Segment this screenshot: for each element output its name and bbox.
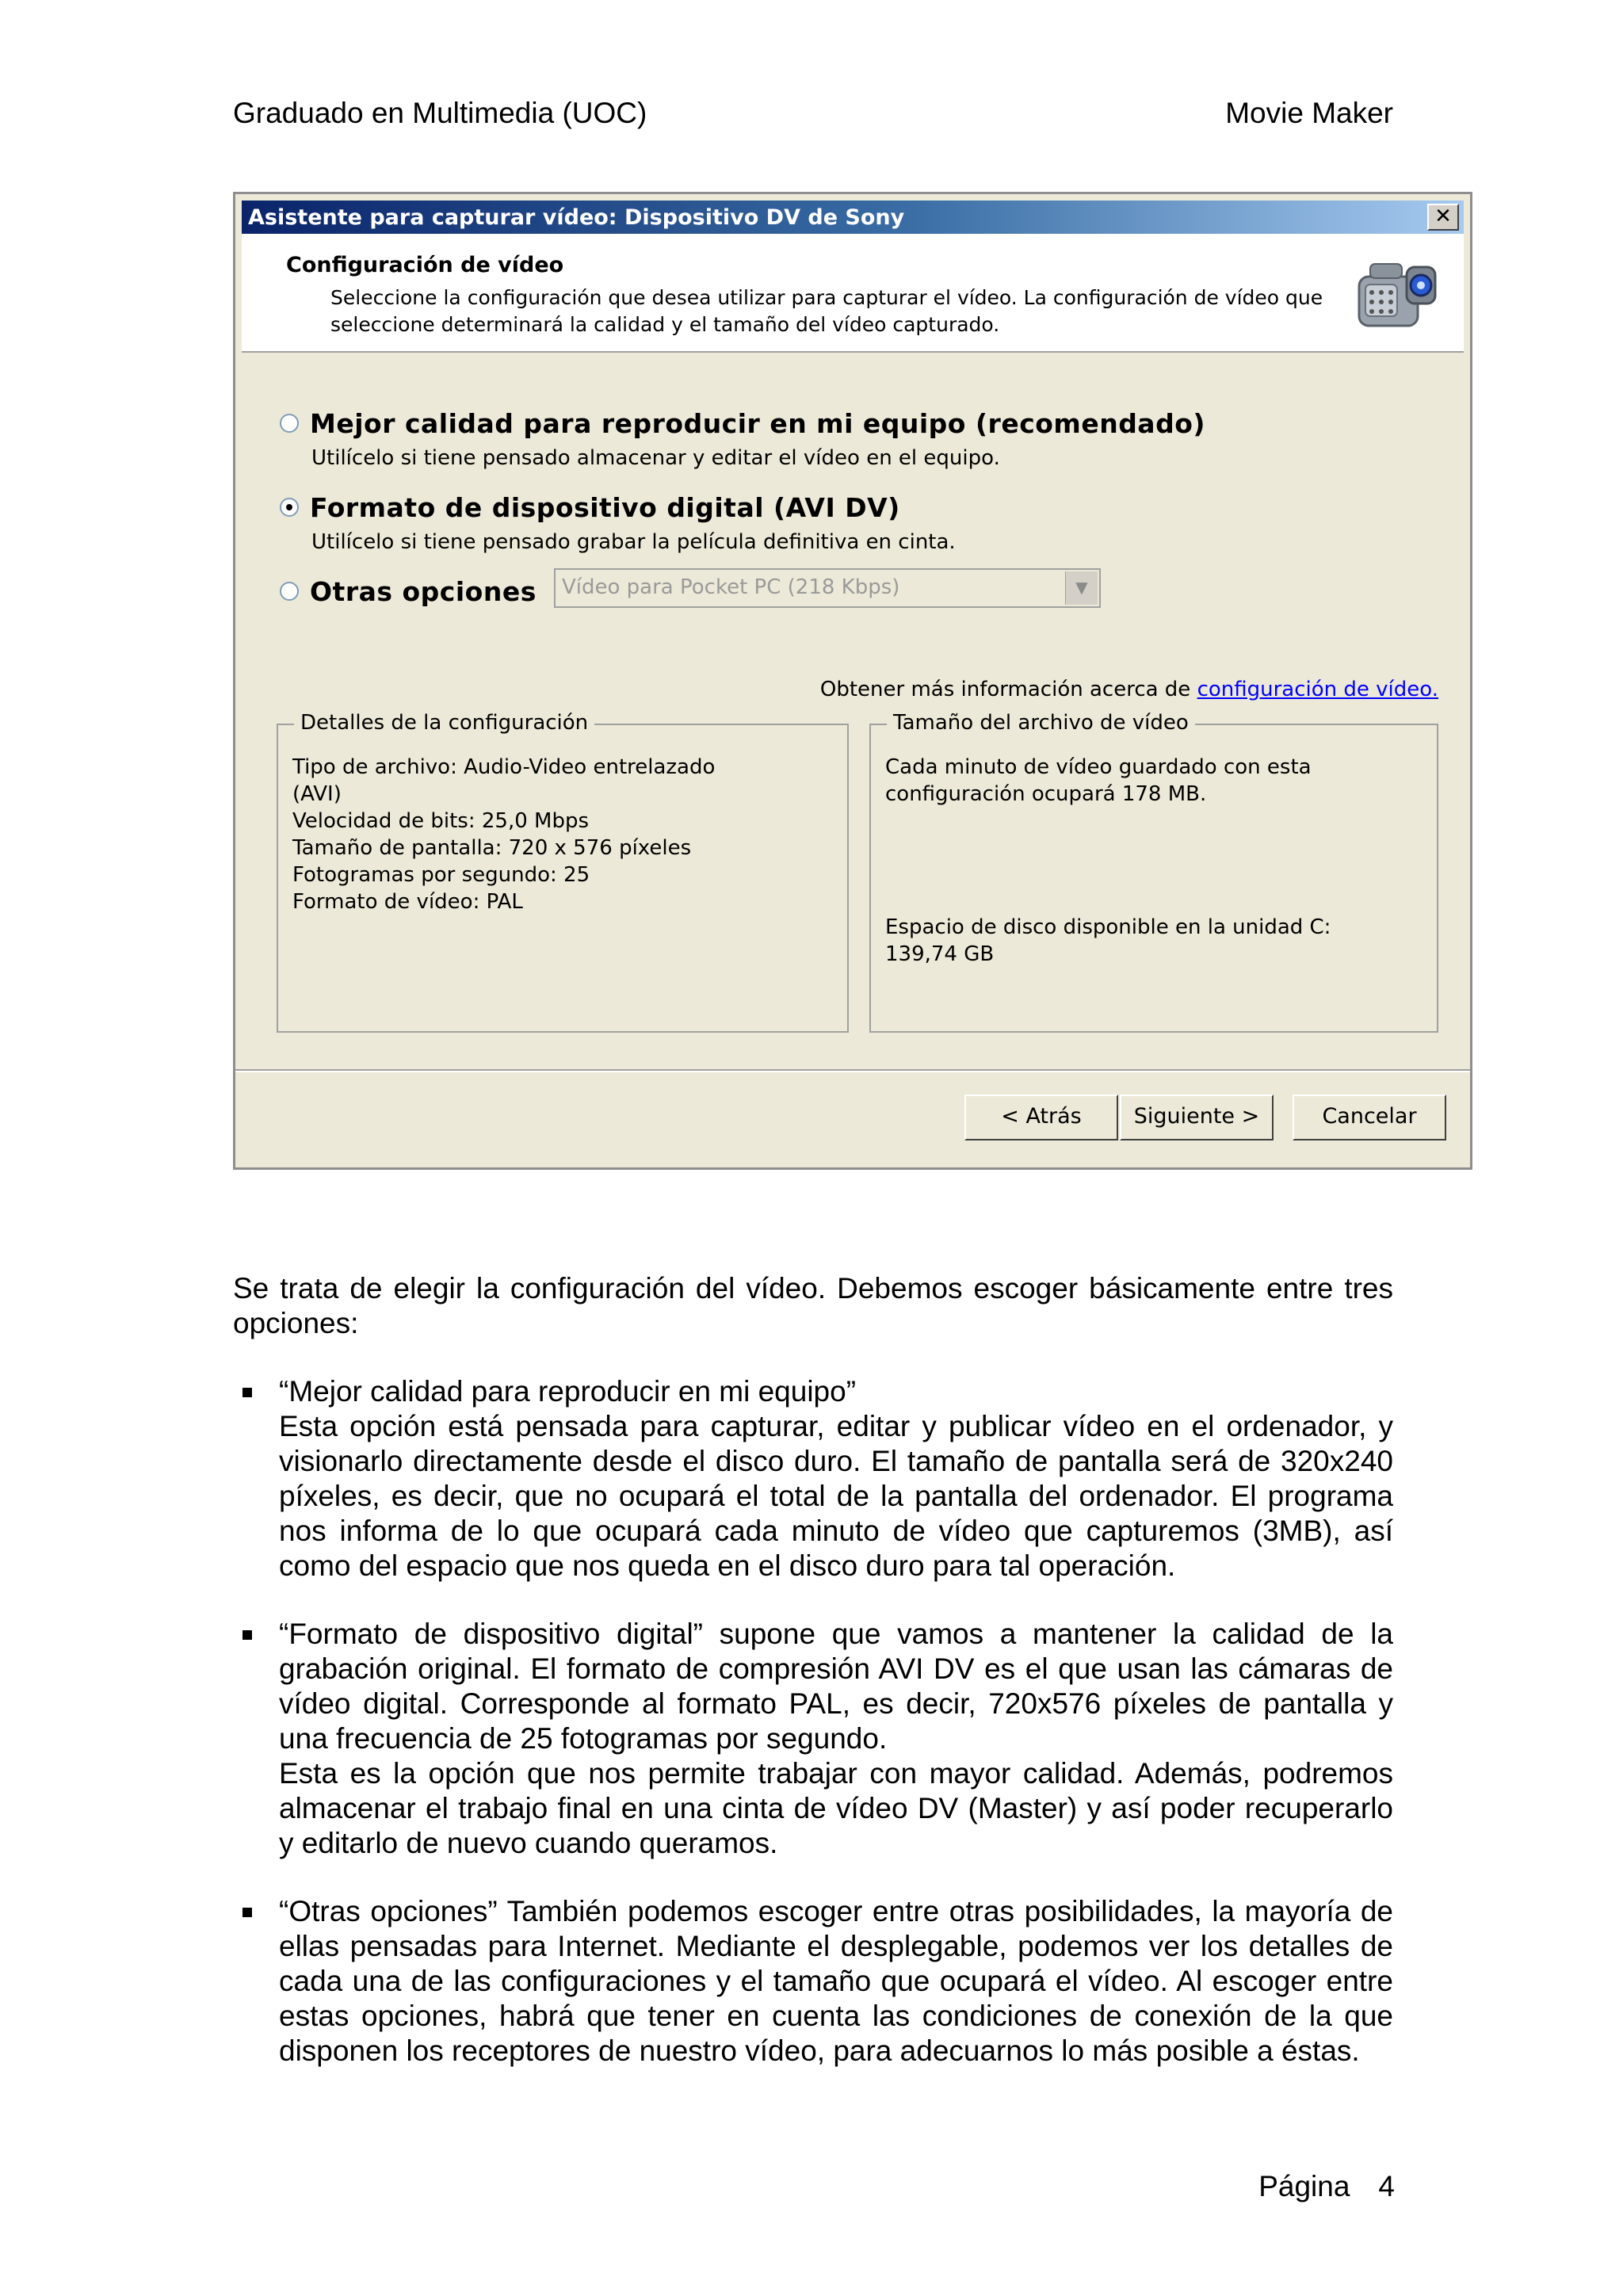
option-other[interactable] <box>280 576 537 607</box>
disk-space-text <box>885 914 1331 968</box>
chevron-down-icon[interactable]: ▼ <box>1065 571 1098 605</box>
detail-line: Fotogramas por segundo: 25 <box>292 863 590 887</box>
bullet-other-options <box>279 1894 1393 2069</box>
bullet-marker <box>242 1908 252 1917</box>
video-settings-link[interactable]: configuración de vídeo. <box>1197 678 1438 701</box>
radio-other[interactable] <box>280 582 299 601</box>
radio-best-quality[interactable] <box>280 414 299 433</box>
option-other-label: Otras opciones <box>310 576 537 607</box>
more-info-line <box>820 678 1438 701</box>
bullet-digital-format <box>279 1617 1393 1861</box>
bullet-body: Esta opción está pensada para capturar, editar y publicar vídeo en el ordenador, y visionarlo directamente desde el disco duro. El tamaño de pantalla será de 320x240 píxeles, es decir, que no ocupará el total de la pantalla del ordenador. El programa nos informa de lo que ocupará cada minuto de vídeo que capturemos (3MB), así como del espacio que nos queda en el disco duro para tal operación. <box>279 1410 1393 1582</box>
page-number: 4 <box>1378 2170 1395 2202</box>
option-digital-device[interactable] <box>280 492 900 523</box>
radio-digital-device[interactable] <box>280 498 299 517</box>
detail-line: Velocidad de bits: 25,0 Mbps <box>292 809 590 833</box>
settings-details-group <box>277 711 849 1033</box>
wizard-banner <box>242 234 1464 353</box>
bullet-marker <box>242 1630 252 1640</box>
button-separator <box>235 1069 1470 1072</box>
option-best-quality-desc: Utilícelo si tiene pensado almacenar y editar el vídeo en el equipo. <box>311 446 1000 470</box>
settings-details-text <box>292 754 715 915</box>
cancel-button[interactable]: Cancelar <box>1293 1095 1446 1140</box>
bullet-heading: “Mejor calidad para reproducir en mi equipo” <box>279 1375 857 1408</box>
detail-line: (AVI) <box>292 782 342 806</box>
dialog-titlebar <box>242 201 1464 234</box>
next-button[interactable]: Siguiente > <box>1120 1095 1274 1140</box>
intro-paragraph: Se trata de elegir la configuración del vídeo. Debemos escoger básicamente entre tres opciones: <box>233 1272 1393 1339</box>
option-digital-device-desc: Utilícelo si tiene pensado grabar la película definitiva en cinta. <box>311 530 956 554</box>
settings-details-legend: Detalles de la configuración <box>294 711 594 735</box>
page-label: Página <box>1258 2170 1350 2202</box>
more-info-prefix: Obtener más información acerca de <box>819 678 1197 701</box>
file-size-group <box>869 711 1438 1033</box>
bullet-body: “Formato de dispositivo digital” supone que vamos a mantener la calidad de la grabación original. El formato de compresión AVI DV es el que usan las cámaras de vídeo digital. Corresponde al formato PAL, es decir, 720x576 píxeles de pantalla y una frecuencia de 25 fotogramas por segundo. <box>279 1618 1393 1755</box>
option-digital-device-label: Formato de dispositivo digital (AVI DV) <box>310 492 900 523</box>
detail-line: Formato de vídeo: PAL <box>292 890 523 914</box>
disk-space-line: Espacio de disco disponible en la unidad C: <box>885 915 1331 939</box>
option-best-quality[interactable] <box>280 408 1205 439</box>
running-header-right: Movie Maker <box>1225 97 1393 129</box>
option-best-quality-label: Mejor calidad para reproducir en mi equipo (recomendado) <box>310 408 1205 439</box>
dialog-title: Asistente para capturar vídeo: Dispositivo DV de Sony <box>248 205 905 230</box>
detail-line: Tipo de archivo: Audio-Video entrelazado <box>292 755 716 779</box>
other-options-dropdown[interactable] <box>554 568 1101 608</box>
bullet-best-quality <box>279 1374 1393 1584</box>
detail-line: Tamaño de pantalla: 720 x 576 píxeles <box>292 836 692 860</box>
bullet-body: Esta es la opción que nos permite trabajar con mayor calidad. Además, podremos almacenar el trabajo final en una cinta de vídeo DV (Master) y así poder recuperarlo y editarlo de nuevo cuando queramos. <box>279 1757 1393 1859</box>
close-icon: ✕ <box>1434 204 1452 228</box>
disk-space-line: 139,74 GB <box>885 942 995 966</box>
file-size-legend: Tamaño del archivo de vídeo <box>887 711 1195 735</box>
banner-title: Configuración de vídeo <box>286 253 564 277</box>
page-footer <box>1258 2170 1395 2203</box>
close-button[interactable] <box>1427 204 1459 231</box>
bullet-body: “Otras opciones” También podemos escoger entre otras posibilidades, la mayoría de ellas pensadas para Internet. Mediante el desplegable, podemos ver los detalles de cada una de las configuraciones y el tamaño que ocupará el vídeo. Al escoger entre estas opciones, habrá que tener en cuenta las condiciones de conexión de la que disponen los receptores de nuestro vídeo, para adecuarnos lo más posible a éstas. <box>279 1895 1393 2067</box>
bullet-marker <box>242 1388 252 1397</box>
capture-wizard-dialog <box>233 192 1472 1170</box>
banner-description-line: seleccione determinará la calidad y el tamaño del vídeo capturado. <box>330 313 1000 336</box>
dropdown-selected-value: Vídeo para Pocket PC (218 Kbps) <box>562 575 900 599</box>
camcorder-icon <box>1354 256 1442 335</box>
back-button[interactable]: < Atrás <box>964 1095 1118 1140</box>
file-size-line: configuración ocupará 178 MB. <box>885 782 1207 806</box>
banner-description <box>330 285 1337 338</box>
file-size-line: Cada minuto de vídeo guardado con esta <box>885 755 1312 779</box>
banner-description-line: Seleccione la configuración que desea utilizar para capturar el vídeo. La configuración de vídeo que <box>330 286 1323 309</box>
file-size-text <box>885 754 1312 808</box>
running-header-left: Graduado en Multimedia (UOC) <box>233 97 647 129</box>
